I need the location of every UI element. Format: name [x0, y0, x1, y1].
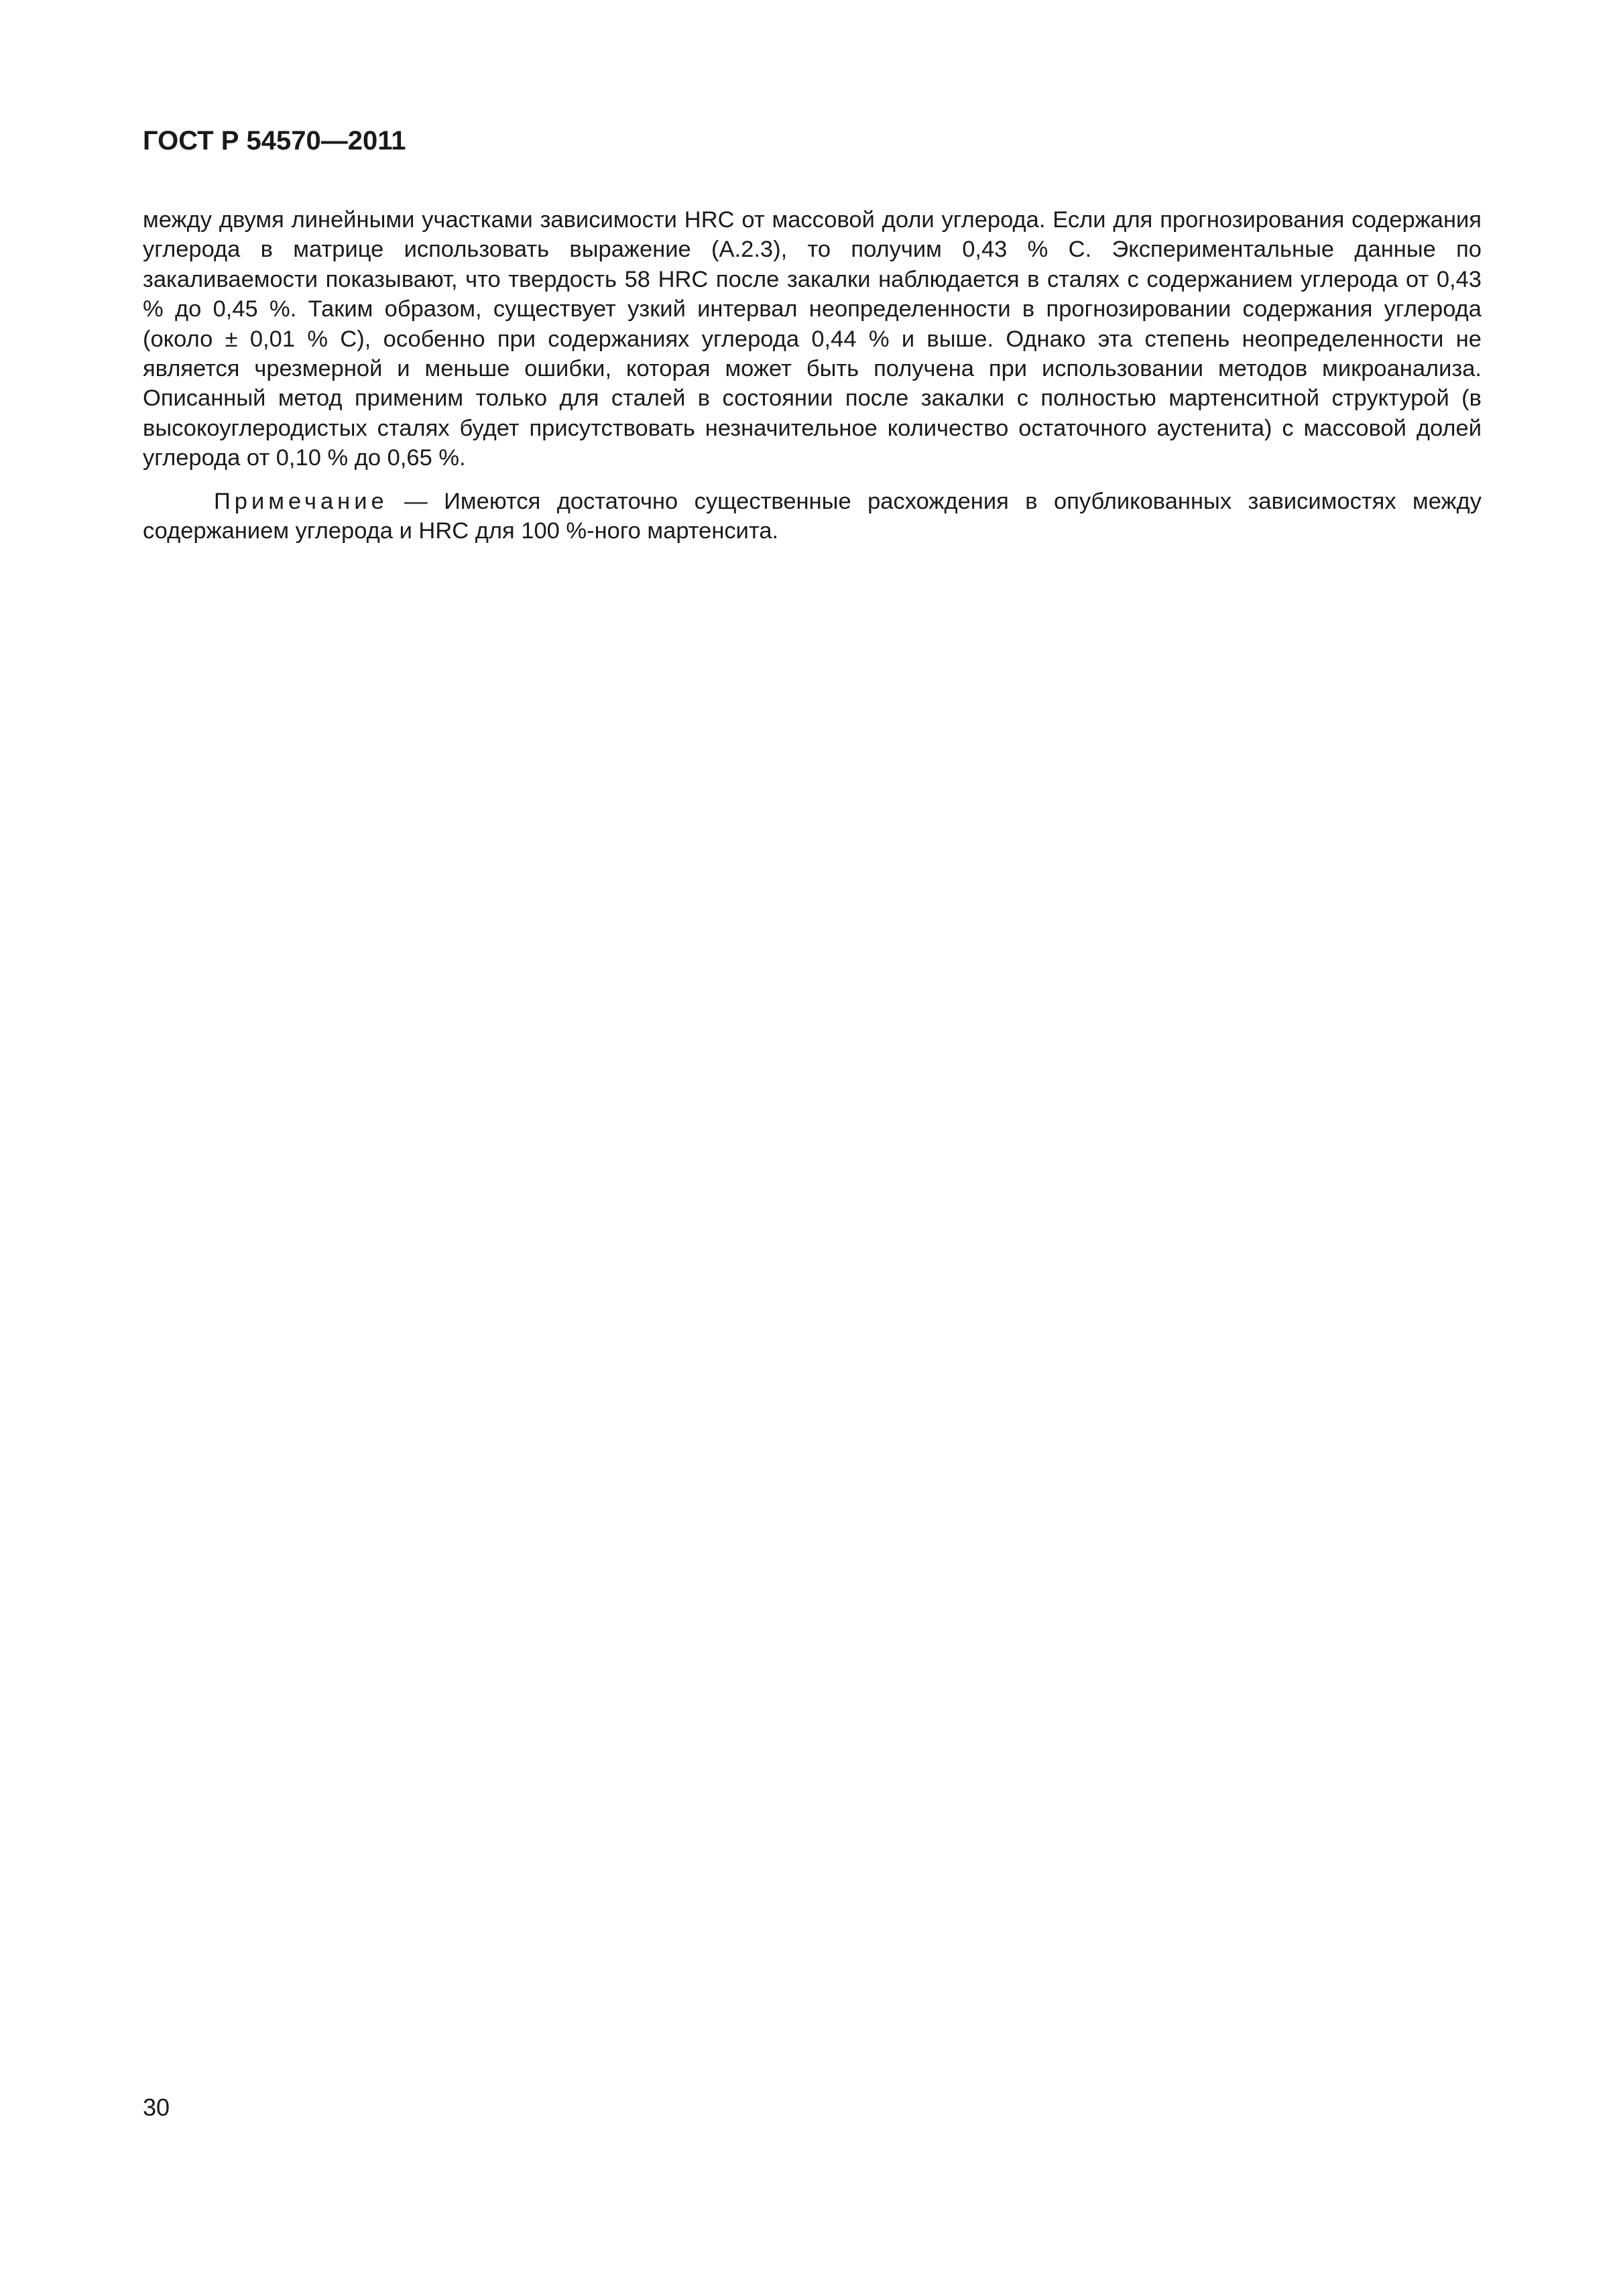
- note-label: Примечание: [214, 488, 388, 514]
- note-separator: —: [387, 488, 444, 514]
- document-code: ГОСТ Р 54570—2011: [143, 126, 406, 156]
- note-text: Имеются достаточно существенные расхождения в опубликованных зависимостях между содержанием углерода и HRC для 100 %-ного мартенсита.: [143, 488, 1482, 544]
- page-number: 30: [143, 2094, 170, 2121]
- note-paragraph: [143, 487, 1482, 546]
- page-header: [143, 125, 406, 157]
- body-paragraph: между двумя линейными участками зависимости HRC от массовой доли углерода. Если для прогнозирования содержания углерода в матрице использовать выражение (А.2.3), то получим 0,43 % С. Экспериментальные данные по закаливаемости показывают, что твердость 58 HRC после закалки наблюдается в сталях с содержанием углерода от 0,43 % до 0,45 %. Таким образом, существует узкий интервал неопределенности в прогнозировании содержания углерода (около ± 0,01 % С), особенно при содержаниях углерода 0,44 % и выше. Однако эта степень неопределенности не является чрезмерной и меньше ошибки, которая может быть получена при использовании методов микроанализа. Описанный метод применим только для сталей в состоянии после закалки с полностью мартенситной структурой (в высокоуглеродистых сталях будет присутствовать незначительное количество остаточного аустенита) с массовой долей углерода от 0,10 % до 0,65 %.: [143, 207, 1482, 471]
- page-content: [143, 205, 1482, 546]
